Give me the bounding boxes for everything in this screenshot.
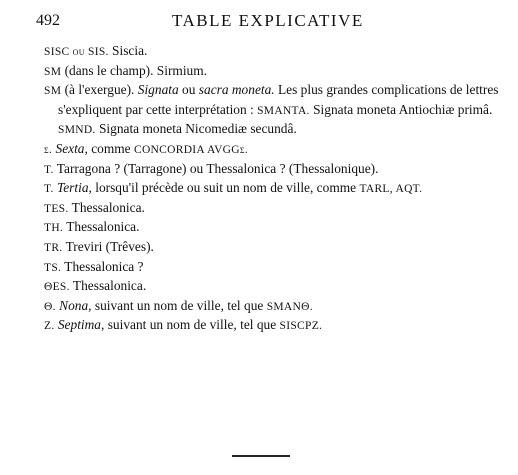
- entry-text: Tarragona ? (Tarragone) ou Thessalonica ? (Thessalonique).: [53, 160, 379, 176]
- glossary-entry: [44, 62, 510, 82]
- glossary-entry: [44, 42, 510, 62]
- entry-text: Thessalonica.: [63, 219, 140, 235]
- entry-text: (dans le champ). Sirmium.: [61, 62, 208, 78]
- glossary-entry: [44, 297, 510, 317]
- end-rule: [232, 455, 290, 457]
- entry-abbreviation: SMND.: [58, 124, 96, 137]
- entry-abbreviation: SMANΘ.: [266, 300, 313, 313]
- entry-text: Thessalonica.: [69, 278, 147, 294]
- glossary-entry: [44, 218, 510, 238]
- entry-text: comme: [87, 140, 134, 156]
- entry-abbreviation: T.: [44, 183, 54, 196]
- glossary-list: [44, 42, 510, 336]
- entry-text: Treviri (Trêves).: [62, 238, 154, 254]
- entry-abbreviation: Z.: [44, 320, 55, 333]
- entry-italic-term: Signata: [137, 82, 179, 98]
- entry-italic-term: Sexta,: [55, 140, 88, 156]
- glossary-entry: [44, 277, 510, 297]
- glossary-entry: [44, 199, 510, 219]
- entry-abbreviation: TR.: [44, 241, 63, 254]
- entry-abbreviation: CONCORDIA AVGGς.: [133, 143, 249, 156]
- entry-abbreviation: Θ.: [44, 300, 56, 313]
- entry-abbreviation: SMANTA.: [257, 104, 310, 117]
- entry-abbreviation: SM: [44, 85, 62, 98]
- page-number: 492: [36, 12, 60, 29]
- entry-text: (à l'exergue).: [61, 82, 138, 98]
- entry-text: Signata moneta Nicomediæ secundâ.: [95, 121, 297, 137]
- entry-abbreviation: TH.: [44, 222, 64, 235]
- entry-text: ou: [178, 82, 199, 98]
- entry-abbreviation: T.: [44, 163, 54, 176]
- glossary-entry: [44, 238, 510, 258]
- entry-text: Les plus grandes complications de lettres s'expliquent par cette interprétation :: [58, 82, 499, 117]
- glossary-entry: [44, 316, 510, 336]
- entry-abbreviation: SISCPZ.: [279, 320, 323, 333]
- entry-italic-term: Septima,: [57, 317, 105, 333]
- entry-text: Signata moneta Antiochiæ primâ.: [309, 101, 493, 117]
- glossary-entry: [44, 258, 510, 278]
- entry-text: suivant un nom de ville, tel que: [91, 297, 267, 313]
- entry-text: Thessalonica ?: [61, 258, 144, 274]
- entry-abbreviation: SISC ou SIS.: [44, 46, 109, 58]
- running-head: TABLE EXPLICATIVE: [172, 11, 364, 30]
- glossary-entry: [44, 160, 510, 180]
- entry-text: Thessalonica.: [68, 199, 145, 215]
- entry-abbreviation: TARL, AQT.: [359, 183, 423, 196]
- entry-abbreviation: TES.: [44, 202, 69, 215]
- entry-text: lorsqu'il précède ou suit un nom de ville, comme: [91, 180, 360, 196]
- entry-abbreviation: SM: [44, 65, 62, 78]
- entry-text: Siscia.: [108, 43, 148, 58]
- entry-italic-term: Tertia,: [57, 180, 92, 196]
- glossary-entry: [44, 81, 510, 140]
- glossary-entry: [44, 140, 510, 160]
- entry-italic-term: Nona,: [59, 297, 92, 313]
- entry-abbreviation: ς.: [44, 143, 53, 156]
- entry-abbreviation: TS.: [44, 261, 62, 274]
- entry-italic-term: sacra moneta.: [198, 82, 275, 98]
- entry-text: suivant un nom de ville, tel que: [104, 317, 280, 333]
- glossary-entry: [44, 179, 510, 199]
- entry-abbreviation: ΘES.: [44, 281, 70, 294]
